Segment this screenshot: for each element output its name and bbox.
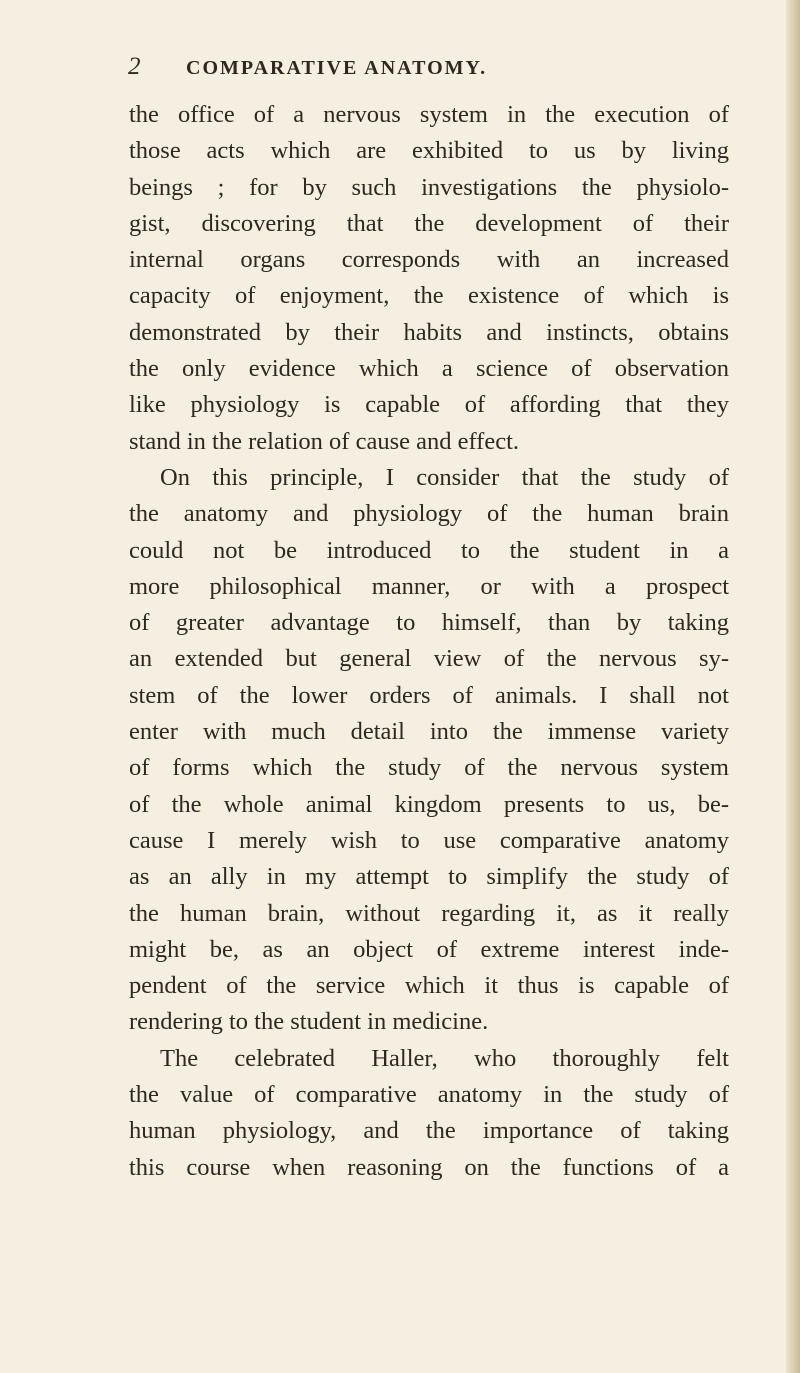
text-line: those acts which are exhibited to us by living <box>129 137 729 165</box>
text-line: stand in the relation of cause and effect. <box>129 427 520 455</box>
page-number: 2 <box>128 53 141 80</box>
text-line: the human brain, without regarding it, as it really <box>129 899 729 927</box>
text-line: gist, discovering that the development of their <box>129 209 729 237</box>
text-line: like physiology is capable of affording that they <box>129 391 729 419</box>
text-line: cause I merely wish to use comparative anatomy <box>129 826 729 854</box>
text-line: pendent of the service which it thus is capable of <box>129 972 729 1000</box>
text-line: On this principle, I consider that the study of <box>160 463 729 491</box>
text-line: capacity of enjoyment, the existence of which is <box>129 282 729 310</box>
text-line: the office of a nervous system in the execution of <box>129 101 729 128</box>
text-line: of greater advantage to himself, than by taking <box>129 609 729 637</box>
text-line: the anatomy and physiology of the human brain <box>129 500 729 528</box>
text-line: an extended but general view of the nervous sy- <box>129 645 729 673</box>
running-head <box>128 52 568 82</box>
text-line: the value of comparative anatomy in the study of <box>129 1081 729 1109</box>
text-line: of the whole animal kingdom presents to us, be- <box>129 790 729 818</box>
page-edge-shadow <box>786 0 800 1373</box>
text-line: the only evidence which a science of observation <box>129 355 729 383</box>
text-line: internal organs corresponds with an increased <box>129 246 729 274</box>
text-line: could not be introduced to the student in a <box>129 536 729 564</box>
body-text <box>129 97 729 1186</box>
text-line: more philosophical manner, or with a prospect <box>129 572 729 600</box>
text-line: enter with much detail into the immense variety <box>129 718 729 746</box>
text-line: The celebrated Haller, who thoroughly felt <box>160 1044 729 1072</box>
text-line: beings ; for by such investigations the physiolo- <box>129 173 729 201</box>
running-head-title: COMPARATIVE ANATOMY. <box>186 57 488 79</box>
text-line: of forms which the study of the nervous system <box>129 754 729 782</box>
text-line: as an ally in my attempt to simplify the study of <box>129 863 729 891</box>
text-line: this course when reasoning on the functions of a <box>129 1153 729 1181</box>
text-line: stem of the lower orders of animals. I shall not <box>129 681 729 709</box>
text-line: human physiology, and the importance of taking <box>129 1117 729 1145</box>
text-line: demonstrated by their habits and instincts, obtains <box>129 318 729 346</box>
text-line: rendering to the student in medicine. <box>129 1008 489 1036</box>
text-line: might be, as an object of extreme interest inde- <box>129 935 729 963</box>
